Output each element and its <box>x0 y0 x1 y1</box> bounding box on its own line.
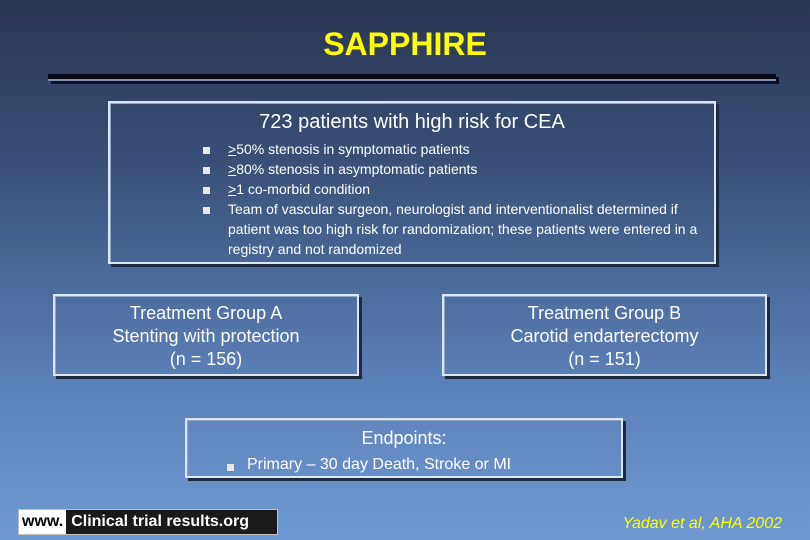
bullet-square-icon <box>203 167 210 174</box>
site-name: Clinical trial results.org <box>71 513 250 530</box>
criteria-item <box>200 199 700 259</box>
criteria-list <box>200 139 700 259</box>
www-label: www. <box>19 510 66 534</box>
criteria-item <box>200 179 700 199</box>
group-b-treatment: Carotid endarterectomy <box>510 326 699 346</box>
slide-title: SAPPHIRE <box>323 26 487 62</box>
enrollment-heading: 723 patients with high risk for CEA <box>259 111 565 133</box>
bullet-square-icon <box>203 147 210 154</box>
group-b-text <box>444 302 765 371</box>
treatment-group-a-box <box>53 294 359 376</box>
primary-endpoint <box>227 456 511 474</box>
group-a-text <box>55 302 357 371</box>
citation: Yadav et al, AHA 2002 <box>622 515 782 532</box>
treatment-group-b-box <box>442 294 767 376</box>
criteria-prefix: > <box>228 181 237 197</box>
bullet-square-icon <box>203 187 210 194</box>
group-a-title: Treatment Group A <box>129 303 283 323</box>
group-a-treatment: Stenting with protection <box>112 326 300 346</box>
criteria-item <box>200 159 700 179</box>
group-b-count: (n = 151) <box>568 349 641 369</box>
criteria-text: 1 co-morbid condition <box>236 181 371 197</box>
group-b-title: Treatment Group B <box>527 303 682 323</box>
criteria-prefix: > <box>228 141 237 157</box>
criteria-text: 50% stenosis in symptomatic patients <box>236 141 470 157</box>
enrollment-box <box>108 101 716 264</box>
criteria-text: Team of vascular surgeon, neurologist and interventionalist determined if patient was too high risk for randomization; these patients were entered in a registry and not randomized <box>228 201 698 257</box>
criteria-item <box>200 139 700 159</box>
bullet-square-icon <box>227 464 234 471</box>
site-logo[interactable] <box>18 509 278 535</box>
primary-endpoint-text: Primary – 30 day Death, Stroke or MI <box>247 456 512 473</box>
bullet-square-icon <box>203 207 210 214</box>
endpoints-box <box>185 418 623 478</box>
group-a-count: (n = 156) <box>169 349 243 369</box>
criteria-text: 80% stenosis in asymptomatic patients <box>236 161 478 177</box>
criteria-prefix: > <box>228 161 237 177</box>
endpoints-heading: Endpoints: <box>361 428 447 448</box>
title-divider <box>48 74 776 81</box>
